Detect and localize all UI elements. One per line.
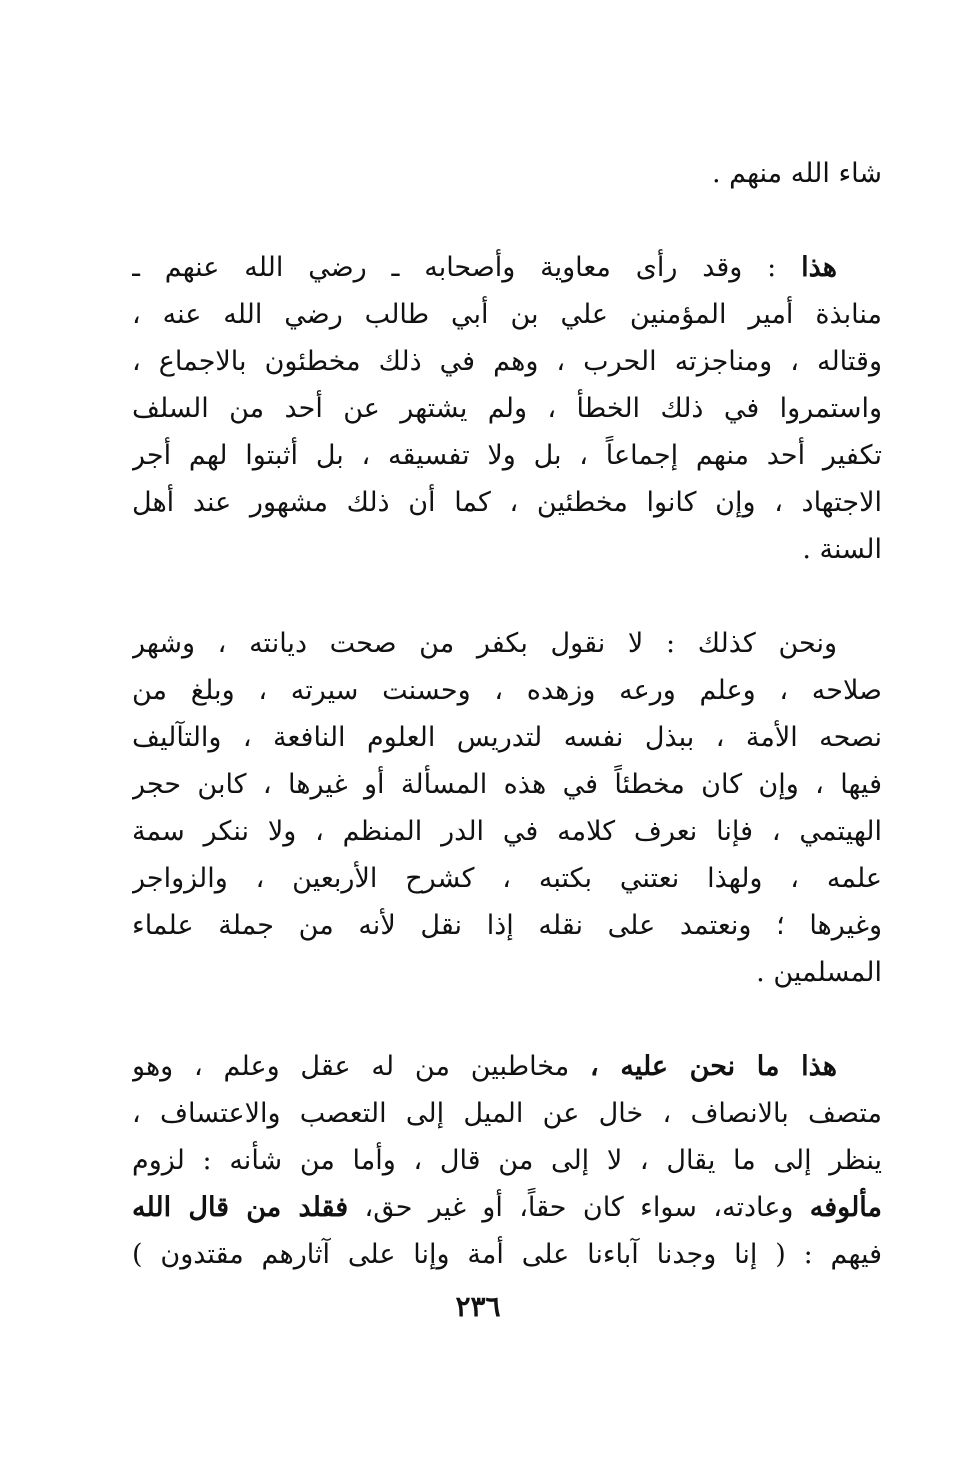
text-line [132,244,882,291]
text-segment: : وقد رأى معاوية وأصحابه ـ رضي الله عنهم ـ [132,252,777,283]
text-line: المسلمين . [756,957,882,988]
text-line: ينظر إلى ما يقال ، لا إلى من قال ، وأما من شأنه : لزوم [132,1145,882,1176]
bold-segment: مألوفه [809,1192,882,1223]
text-line: فيها ، وإن كان مخطئاً في هذه المسألة أو غيرها ، كابن حجر [132,769,882,800]
text-line: شاء الله منهم . [711,158,882,189]
text-line [132,1043,882,1090]
text-line: الاجتهاد ، وإن كانوا مخطئين ، كما أن ذلك مشهور عند أهل [132,487,882,518]
text-segment: وعادته، سواء كان حقاً، أو غير حق، [364,1192,794,1223]
text-line: علمه ، ولهذا نعتني بكتبه ، كشرح الأربعين ، والزواجر [132,863,882,894]
text-line: السنة . [802,534,882,565]
text-line: واستمروا في ذلك الخطأ ، ولم يشتهر عن أحد من السلف [132,393,882,424]
text-line: صلاحه ، وعلم ورعه وزهده ، وحسنت سيرته ، وبلغ من [132,675,882,706]
page-number: ٢٣٦ [455,1290,501,1323]
bold-lead: هذا [801,252,837,283]
text-line: منابذة أمير المؤمنين علي بن أبي طالب رضي الله عنه ، [132,299,882,330]
text-line: وغيرها ؛ ونعتمد على نقله إذا نقل لأنه من جملة علماء [132,910,882,941]
text-line: نصحه الأمة ، ببذل نفسه لتدريس العلوم النافعة ، والتآليف [132,722,882,753]
text-line [132,1184,882,1231]
text-segment: مخاطبين من له عقل وعلم ، وهو [132,1051,570,1082]
body-text [132,150,882,1278]
text-line: تكفير أحد منهم إجماعاً ، بل ولا تفسيقه ، بل أثبتوا لهم أجر [132,440,882,471]
bold-lead: هذا ما نحن عليه ، [590,1051,837,1082]
text-line: ونحن كذلك : لا نقول بكفر من صحت ديانته ، وشهر [132,628,837,659]
text-line: فيهم : ( إنا وجدنا آباءنا على أمة وإنا على آثارهم مقتدون ) [132,1239,882,1270]
bold-segment: فقلد من قال الله [132,1192,349,1223]
text-line: الهيتمي ، فإنا نعرف كلامه في الدر المنظم ، ولا ننكر سمة [132,816,882,847]
text-line: وقتاله ، ومناجزته الحرب ، وهم في ذلك مخطئون بالاجماع ، [132,346,882,377]
text-line: متصف بالانصاف ، خال عن الميل إلى التعصب والاعتساف ، [132,1098,882,1129]
